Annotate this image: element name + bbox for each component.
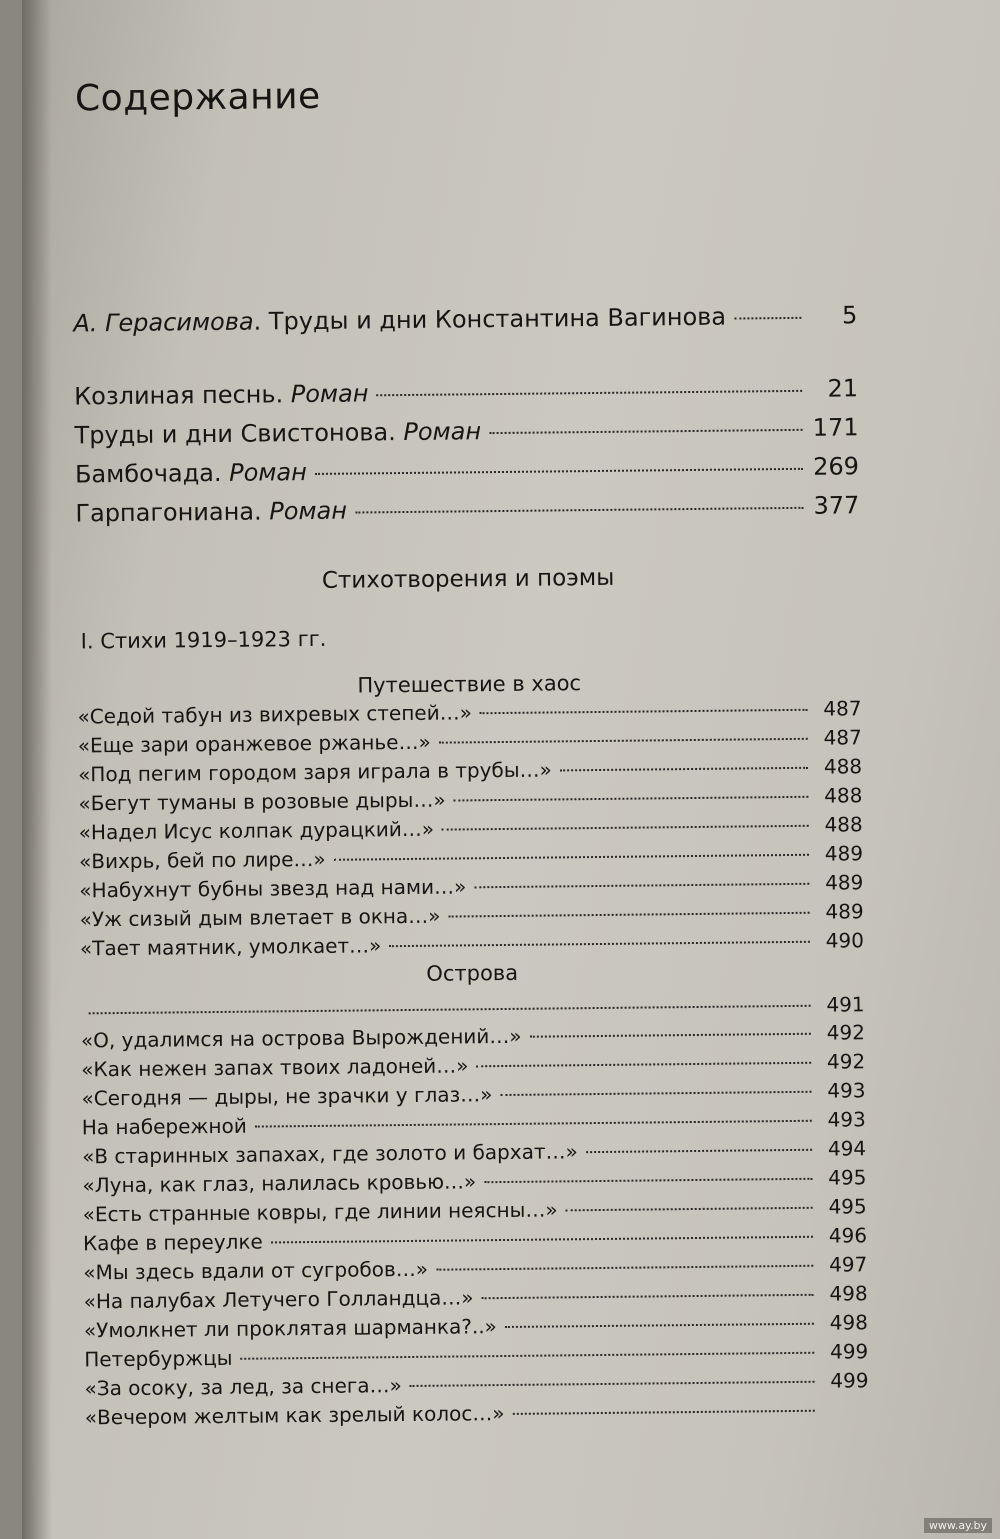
toc-entry-poem — [79, 841, 863, 873]
toc-entry-poem — [83, 1223, 867, 1255]
toc-entry-poem — [81, 1078, 865, 1110]
dot-leader — [439, 738, 808, 744]
entry-title: «Вихрь, бей по лире…» — [78, 846, 326, 874]
dot-leader — [442, 825, 809, 831]
toc-entry-poem — [81, 1049, 865, 1081]
page-number: 487 — [823, 696, 862, 721]
toc-entry-poem — [80, 992, 864, 1024]
toc-entry-poem — [84, 1339, 868, 1371]
entry-title: Петербуржцы — [84, 1345, 233, 1372]
dot-leader — [334, 854, 809, 861]
page-number: 499 — [830, 1368, 869, 1393]
part-heading: I. Стихи 1919–1923 гг. — [80, 626, 327, 654]
entry-title: «Уж сизый дым влетает в окна…» — [79, 903, 441, 932]
toc-entry-poem — [82, 1107, 866, 1139]
page-title: Содержание — [74, 75, 321, 120]
cycle-heading: Острова — [426, 960, 519, 986]
entry-title: «О, удалимся на острова Вырождений…» — [80, 1023, 522, 1053]
toc-entry-poem — [85, 1397, 869, 1429]
dot-leader — [389, 941, 810, 947]
page-number: 498 — [829, 1281, 868, 1306]
cycle-heading: Путешествие в хаос — [357, 671, 582, 698]
page-number: 377 — [813, 491, 860, 520]
page-number: 489 — [825, 899, 864, 924]
page-number: 492 — [826, 1020, 865, 1045]
dot-leader — [489, 429, 802, 434]
preface-title: . Труды и дни Константина Вагинова — [253, 302, 727, 336]
entry-title: «Луна, как глаз, налилась кровью…» — [82, 1169, 477, 1198]
toc-entry-poem — [82, 1165, 866, 1197]
page-number: 491 — [826, 992, 865, 1017]
toc-entry-poem — [78, 754, 862, 786]
page-number: 488 — [824, 783, 863, 808]
dot-leader — [586, 1149, 812, 1153]
page-number: 497 — [828, 1252, 868, 1277]
dot-leader — [482, 1294, 814, 1299]
dot-leader — [271, 1236, 813, 1244]
entry-title: Козлиная песнь. — [74, 380, 284, 411]
entry-title: «На палубах Летучего Голландца…» — [83, 1285, 474, 1314]
entry-title: «Мы здесь вдали от сугробов…» — [83, 1256, 429, 1285]
entry-title: Бамбочада. — [74, 458, 222, 489]
dot-leader — [505, 1323, 814, 1328]
dot-leader — [566, 1207, 813, 1212]
dot-leader — [476, 1062, 811, 1068]
toc-entry-poem — [84, 1368, 868, 1400]
toc-entry-poem — [82, 1136, 866, 1168]
entry-title: «Седой табун из вихревых степей…» — [77, 700, 473, 729]
page-number: 495 — [828, 1194, 867, 1219]
toc-entry-preface — [73, 301, 857, 337]
page-number: 5 — [841, 301, 858, 330]
dot-leader — [560, 767, 808, 772]
toc-entry-novel — [74, 374, 858, 410]
dot-leader — [480, 709, 808, 714]
toc-entry-poem — [80, 928, 864, 960]
toc-entry-novel — [75, 491, 859, 527]
page-number: 490 — [825, 928, 865, 953]
dot-leader — [734, 317, 801, 320]
page-number: 489 — [824, 841, 864, 866]
toc-entry-poem — [78, 783, 862, 815]
toc-entry-poem — [77, 696, 861, 728]
dot-leader — [484, 1178, 812, 1183]
preface-author: А. Герасимова — [73, 307, 254, 338]
page-number: 496 — [828, 1223, 868, 1248]
dot-leader — [436, 1265, 813, 1271]
toc-entry-poem — [80, 899, 864, 931]
page-number: 493 — [827, 1107, 866, 1132]
page-number: 492 — [826, 1049, 866, 1074]
dot-leader — [89, 1005, 811, 1015]
dot-leader — [410, 1381, 815, 1387]
entry-title: «Еще зари оранжевое ржанье…» — [77, 729, 431, 758]
entry-title: «Умолкнет ли проклятая шарманка?..» — [83, 1314, 497, 1343]
dot-leader — [315, 468, 803, 475]
entry-genre: Роман — [269, 496, 348, 526]
dot-leader — [241, 1352, 815, 1360]
entry-title: Кафе в переулке — [82, 1229, 263, 1256]
page-number: 488 — [824, 812, 863, 837]
dot-leader — [255, 1120, 812, 1128]
toc-entry-poem — [83, 1252, 867, 1284]
entry-title: «Набухнут бубны звезд над нами…» — [79, 874, 467, 903]
table-of-contents — [22, 0, 1000, 1539]
toc-entry-poem — [81, 1020, 865, 1052]
dot-leader — [355, 507, 803, 514]
book-page — [22, 0, 1000, 1539]
page-number: 171 — [812, 413, 859, 442]
dot-leader — [474, 883, 809, 889]
page-number: 499 — [829, 1339, 869, 1364]
page-number: 498 — [829, 1310, 869, 1335]
entry-title: «Надел Исус колпак дурацкий…» — [78, 816, 435, 845]
section-heading: Стихотворения и поэмы — [321, 564, 615, 594]
page-number: 487 — [823, 725, 862, 750]
entry-title: «В старинных запахах, где золото и бархат…» — [82, 1139, 578, 1169]
entry-title: «За осоку, за лед, за снега…» — [84, 1373, 402, 1401]
entry-title: Труды и дни Свистонова. — [74, 418, 396, 450]
entry-title: На набережной — [81, 1113, 247, 1140]
dot-leader — [500, 1091, 811, 1096]
page-number: 495 — [828, 1165, 867, 1190]
toc-entry-poem — [79, 870, 863, 902]
entry-title: «Под пегим городом заря играла в трубы…» — [78, 757, 552, 787]
entry-genre: Роман — [229, 458, 308, 487]
page-number: 21 — [827, 374, 859, 403]
site-watermark: www.ay.by — [924, 1518, 992, 1533]
page-number: 488 — [823, 754, 863, 779]
page-number: 494 — [827, 1136, 867, 1161]
entry-title: Гарпагониана. — [75, 497, 262, 528]
entry-title: «Тает маятник, умолкает…» — [79, 933, 382, 961]
entry-title: «Есть странные ковры, где линии неясны…» — [82, 1197, 558, 1227]
entry-genre: Роман — [290, 379, 369, 409]
toc-entry-poem — [84, 1281, 868, 1313]
page-number: 489 — [824, 870, 864, 895]
toc-entry-poem — [78, 725, 862, 757]
dot-leader — [530, 1033, 811, 1038]
dot-leader — [448, 912, 809, 918]
entry-genre: Роман — [403, 417, 482, 447]
toc-entry-poem — [84, 1310, 868, 1342]
toc-entry-novel — [75, 452, 859, 488]
dot-leader — [376, 390, 802, 396]
entry-title: «Вечером желтым как зрелый колос…» — [84, 1401, 505, 1430]
entry-title: «Как нежен запах твоих ладоней…» — [81, 1053, 469, 1082]
toc-entry-poem — [83, 1194, 867, 1226]
page-number: 493 — [827, 1078, 866, 1103]
dot-leader — [454, 796, 809, 802]
entry-title: «Сегодня — дыры, не зрачки у глаз…» — [81, 1082, 493, 1111]
dot-leader — [513, 1410, 815, 1415]
page-number: 269 — [812, 452, 860, 481]
toc-entry-poem — [79, 812, 863, 844]
toc-entry-novel — [74, 413, 858, 449]
entry-title: «Бегут туманы в розовые дыры…» — [78, 787, 446, 816]
